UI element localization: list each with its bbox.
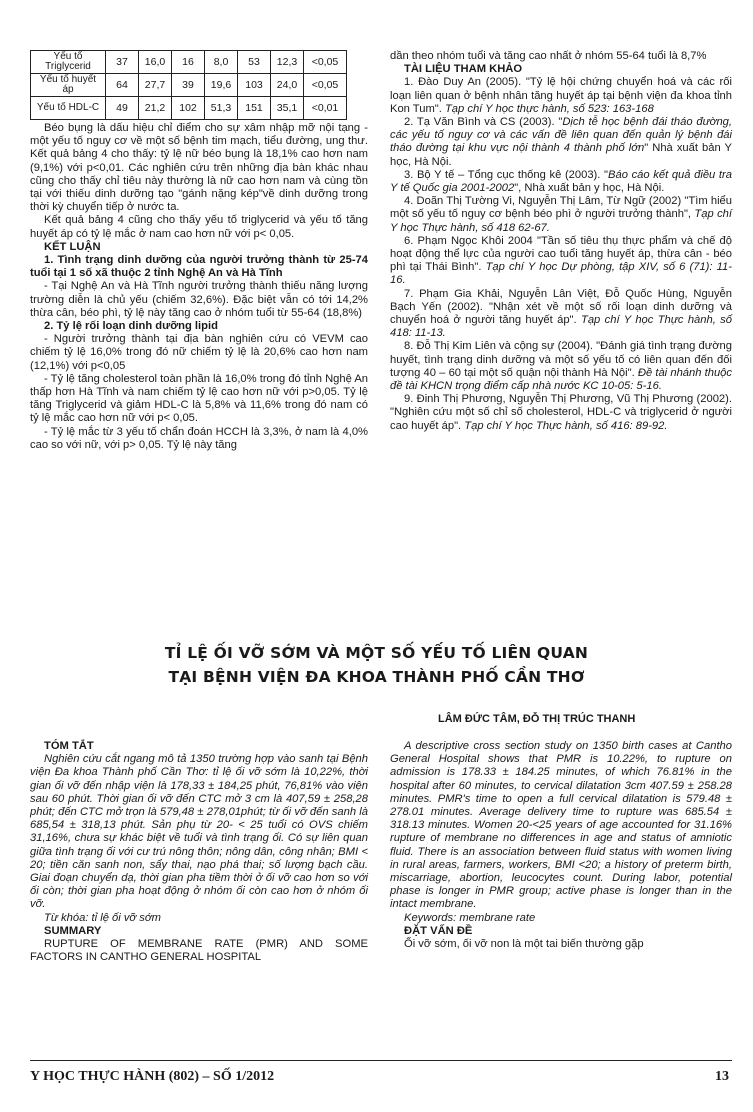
page-number: 13 — [715, 1069, 729, 1084]
ref-text: 7. Phạm Gia Khải, Nguyễn Lân Việt, Đỗ Quốc Hùng, Nguyễn Bạch Yến (2002). "Nhận xét về một số rối loạn dinh dưỡng và chuyển hoá ở người tăng huyết áp". — [390, 287, 732, 327]
section-heading: TÀI LIỆU THAM KHẢO — [404, 63, 523, 76]
table-cell: 151 — [238, 97, 271, 120]
ref-text: 8. Đỗ Thị Kim Liên và cộng sự (2004). "Đánh giá tình trạng đường huyết, tình trạng dinh dưỡng và một số yếu tố có liên quan đến đối tượng 40 – 60 tại một số quận nội thành Hà Nội". — [390, 340, 732, 379]
ref-source: Tạp chí Y học Thực hành, số 418 62-67. — [390, 208, 732, 234]
article-authors: LÂM ĐỨC TÂM, ĐỖ THỊ TRÚC THANH — [438, 713, 636, 725]
ref-text: 4. Doãn Thị Tường Vi, Nguyễn Thị Lâm, Từ Ngữ (2002) "Tìm hiểu một số yếu tố nguy cơ bệnh béo phì ở người trưởng thành", — [390, 195, 732, 221]
table-row-label: Yếu tố Triglycerid — [31, 51, 106, 74]
keywords-vi: Từ khóa: tỉ lệ ối vỡ sớm — [44, 911, 161, 924]
subsection-heading: 1. Tình trạng dinh dưỡng của người trưởng thành từ 25-74 tuổi tại 1 số xã thuộc 2 tỉnh Nghệ An và Hà Tĩnh — [30, 254, 368, 280]
reference — [390, 195, 732, 235]
table-cell: 103 — [238, 74, 271, 97]
paragraph: dần theo nhóm tuổi và tăng cao nhất ở nhóm 55-64 tuổi là 8,7% — [390, 50, 707, 62]
table-row — [31, 97, 347, 120]
ref-tail: ", Nhà xuất bản y học, Hà Nội. — [514, 182, 665, 195]
paragraph: Kết quả bảng 4 cũng cho thấy yếu tố triglycerid và yếu tố tăng huyết áp có tỷ lệ mắc ở nam cao hơn nữ với p< 0,05. — [30, 214, 368, 240]
section-heading: KẾT LUẬN — [44, 240, 101, 253]
ref-source: Báo cáo kết quả điều tra Y tế Quốc gia 2001-2002 — [390, 168, 732, 195]
reference — [390, 116, 732, 169]
journal-name: Y HỌC THỰC HÀNH (802) – SỐ 1/2012 — [30, 1069, 275, 1084]
right-column — [390, 50, 732, 433]
reference — [390, 235, 732, 288]
keywords-en: Keywords: membrane rate — [404, 911, 536, 924]
reference — [390, 169, 732, 195]
article-title-line-1: TỈ LỆ ỐI VỠ SỚM VÀ MỘT SỐ YẾU TỐ LIÊN QUAN — [164, 644, 589, 662]
table-cell: 27,7 — [139, 74, 172, 97]
paragraph: - Tại Nghệ An và Hà Tĩnh người trưởng thành thiếu năng lượng trường diễn là chủ yếu (chiếm 32,6%). Đặc biệt vẫn có tới 14,2% thừa cân, béo phì, tỷ lệ này tăng cao ở nhóm tuổi từ 55-64 (18,8%) — [30, 280, 368, 319]
table-row — [31, 51, 347, 74]
table-cell: 16,0 — [139, 51, 172, 74]
article-title-line-2: TẠI BỆNH VIỆN ĐA KHOA THÀNH PHỐ CẦN THƠ — [168, 668, 585, 686]
ref-source: Dịch tễ học bệnh đái tháo đường, các yếu tố nguy cơ và các vấn đề liên quan đến quản lý bệnh đái tháo đường tại khu vực nội thành 4 thành phố lớn — [390, 116, 732, 155]
table-cell: 8,0 — [205, 51, 238, 74]
table-row — [31, 74, 347, 97]
table-cell: 49 — [106, 97, 139, 120]
table-cell: 19,6 — [205, 74, 238, 97]
section-heading: ĐẶT VẤN ĐỀ — [404, 924, 473, 937]
left-column — [30, 122, 368, 452]
table-cell: 53 — [238, 51, 271, 74]
paragraph: Béo bụng là dấu hiệu chỉ điểm cho sự xâm nhập mỡ nội tạng - một yếu tố nguy cơ về một số bệnh tim mạch, tiểu đường, ung thư. Kết quả bảng 4 cho thấy: tỷ lệ nữ béo bụng là 18,1% cao hơn nam (9,1%) với p<0,01. Các nghiên cứu trên những địa bàn khác nhau cũng cho thấy chỉ tiêu này thường là nữ cao hơn nam và cùng tồn tại với thiếu dinh dưỡng tạo "gánh nặng kép"về dinh dưỡng trong thời kỳ chuyển tiếp ở nước ta. — [30, 122, 368, 214]
ref-text: 6. Phạm Ngọc Khôi 2004 "Tần số tiêu thụ thực phẩm và chế độ hoạt động thể lực của người cao tuổi tăng huyết áp, thừa cân - béo phì tại Thái Bình". — [390, 234, 732, 274]
table-row-label: Yếu tố huyết áp — [31, 74, 106, 97]
reference — [390, 340, 732, 393]
ref-text: 9. Đinh Thị Phương, Nguyễn Thị Phương, Vũ Thị Phương (2002). "Nghiên cứu một số chỉ số cholesterol, HDL-C và triglycerid ở người cao huyết áp". — [390, 393, 732, 432]
reference — [390, 76, 732, 116]
reference — [390, 288, 732, 341]
ref-text: 2. Tạ Văn Bình và CS (2003). " — [404, 116, 563, 129]
subsection-heading: 2. Tỷ lệ rối loạn dinh dưỡng lipid — [44, 320, 218, 333]
section-heading: TÓM TẮT — [44, 740, 94, 752]
reference — [390, 393, 732, 433]
abstract-en-column — [390, 740, 732, 951]
paragraph: - Tỷ lệ tăng cholesterol toàn phần là 16,0% trong đó tỉnh Nghệ An thấp hơn Hà Tĩnh và nam chiếm tỷ lệ cao hơn nữ với p>0,05. Tỷ lệ tăng Triglycerid và giảm HDL-C là 5,8% và 11,6% trong đó nam có tỷ lệ mắc cao hơn nữ với p< 0,05. — [30, 372, 368, 425]
table-cell: 12,3 — [271, 51, 304, 74]
table-cell: 51,3 — [205, 97, 238, 120]
ref-source: Đề tài nhánh thuộc đề tài KHCN trọng điểm cấp nhà nước KC 10-05: 5-16. — [390, 366, 732, 393]
ref-source: Tạp chí Y học Dự phòng, tập XIV, số 6 (71): 11-16. — [390, 261, 732, 287]
paragraph: - Người trưởng thành tại địa bàn nghiên cứu có VEVM cao chiếm tỷ lệ 16,0% trong đó nữ chiếm tỷ lệ là 20,6% cao hơn nam (12,1%) với p<0,05 — [30, 333, 368, 372]
table-cell: 24,0 — [271, 74, 304, 97]
result-table — [30, 50, 347, 120]
ref-text: 3. Bộ Y tế – Tổng cục thống kê (2003). " — [404, 168, 609, 181]
table-cell: 35,1 — [271, 97, 304, 120]
table-cell: 21,2 — [139, 97, 172, 120]
paragraph: Ối vỡ sớm, ối vỡ non là một tai biến thường gặp — [404, 938, 644, 951]
table-cell: 64 — [106, 74, 139, 97]
summary-title: RUPTURE OF MEMBRANE RATE (PMR) AND SOME FACTORS IN CANTHO GENERAL HOSPITAL — [30, 938, 368, 964]
table-row-label: Yếu tố HDL-C — [31, 97, 106, 120]
ref-source: Tạp chí Y học thực hành, số 523: 163-168 — [444, 102, 654, 115]
section-heading: SUMMARY — [44, 924, 102, 937]
table-cell: 39 — [172, 74, 205, 97]
table-cell: <0,05 — [304, 74, 347, 97]
footer-rule — [30, 1060, 732, 1061]
table-cell: <0,01 — [304, 97, 347, 120]
ref-source: Tạp chí Y học Thực hành, số 418: 11-13. — [390, 314, 732, 340]
paragraph: - Tỷ lệ mắc từ 3 yếu tố chẩn đoán HCCH là 3,3%, ở nam là 4,0% cao so với nữ, với p> 0,05. Tỷ lệ này tăng — [30, 425, 368, 451]
abstract-vi: Nghiên cứu cắt ngang mô tả 1350 trường hợp vào sanh tại Bệnh viện Đa khoa Thành phố Cần Thơ: tỉ lệ ối vỡ sớm là 10,22%, thời gian ối vỡ đến nhập viện là 178,33 ± 184,25 phút, 76,81% vào viện sau 60 phút. Thời gian ối vỡ đến CTC mở 3 cm là 407,59 ± 258,28 phút; đến CTC mở trọn là 579,48 ± 278,01phút; từ ối vỡ đến sanh là 685,54 ± 318,13 phút. Sản phụ từ 20- < 25 tuổi có OVS chiếm 31,16%, chưa sự khác biệt về tuổi và tình trạng ối. Có sự liên quan giữa tình trạng ối với cư trú nông thôn; nông dân, công nhân; BMI < 20; tiền căn sanh non, sẩy thai, nạo phá thai; số lượng bạch cầu. Giai đoạn chuyển dạ, thời gian pha tiềm thời ở ối vỡ cao hơn so với ối còn; thời gian pha hoạt động ở nhóm ối còn cao hơn ở nhóm ối vỡ. — [30, 753, 368, 911]
ref-text: 1. Đào Duy An (2005). "Tỷ lệ hội chứng chuyển hoá và các rối loạn liên quan ở bệnh nhân tăng huyết áp tại bệnh viện đa khoa tỉnh Kon Tum". — [390, 76, 732, 115]
table-cell: <0,05 — [304, 51, 347, 74]
table-cell: 37 — [106, 51, 139, 74]
table-cell: 102 — [172, 97, 205, 120]
abstract-en: A descriptive cross section study on 1350 birth cases at Cantho General Hospital shows that PMR is 10.22%, to rupture on admission is 178.33 ± 184.25 minutes, of which 76.81% in the hospital after 60 minutes, to cervical dilatation 3cm 407.59 ± 258.28 minutes. PMR's time to open a full cervical dilatation is 579.48 ± 278.01 minutes. Average delivery time to rupture was 685.54 ± 318.13 minutes. Women 20-<25 years of age accounted for 31.16% rupture of membrane no differences in age and status of amniotic fluid. There is an association between fluid status with women living in rural areas, farmers, workers, BMI <20; a history of preterm birth, miscarriage, abortion, leucocytes count. During labor, potential phase is longer in PMR group; active phase is longer than in the intact membrane. — [390, 740, 732, 911]
abstract-vi-column — [30, 740, 368, 964]
table-cell: 16 — [172, 51, 205, 74]
ref-source: Tạp chí Y học Thực hành, số 416: 89-92. — [464, 419, 668, 432]
ref-tail: " Nhà xuất bản Y học, Hà Nội. — [390, 142, 732, 168]
